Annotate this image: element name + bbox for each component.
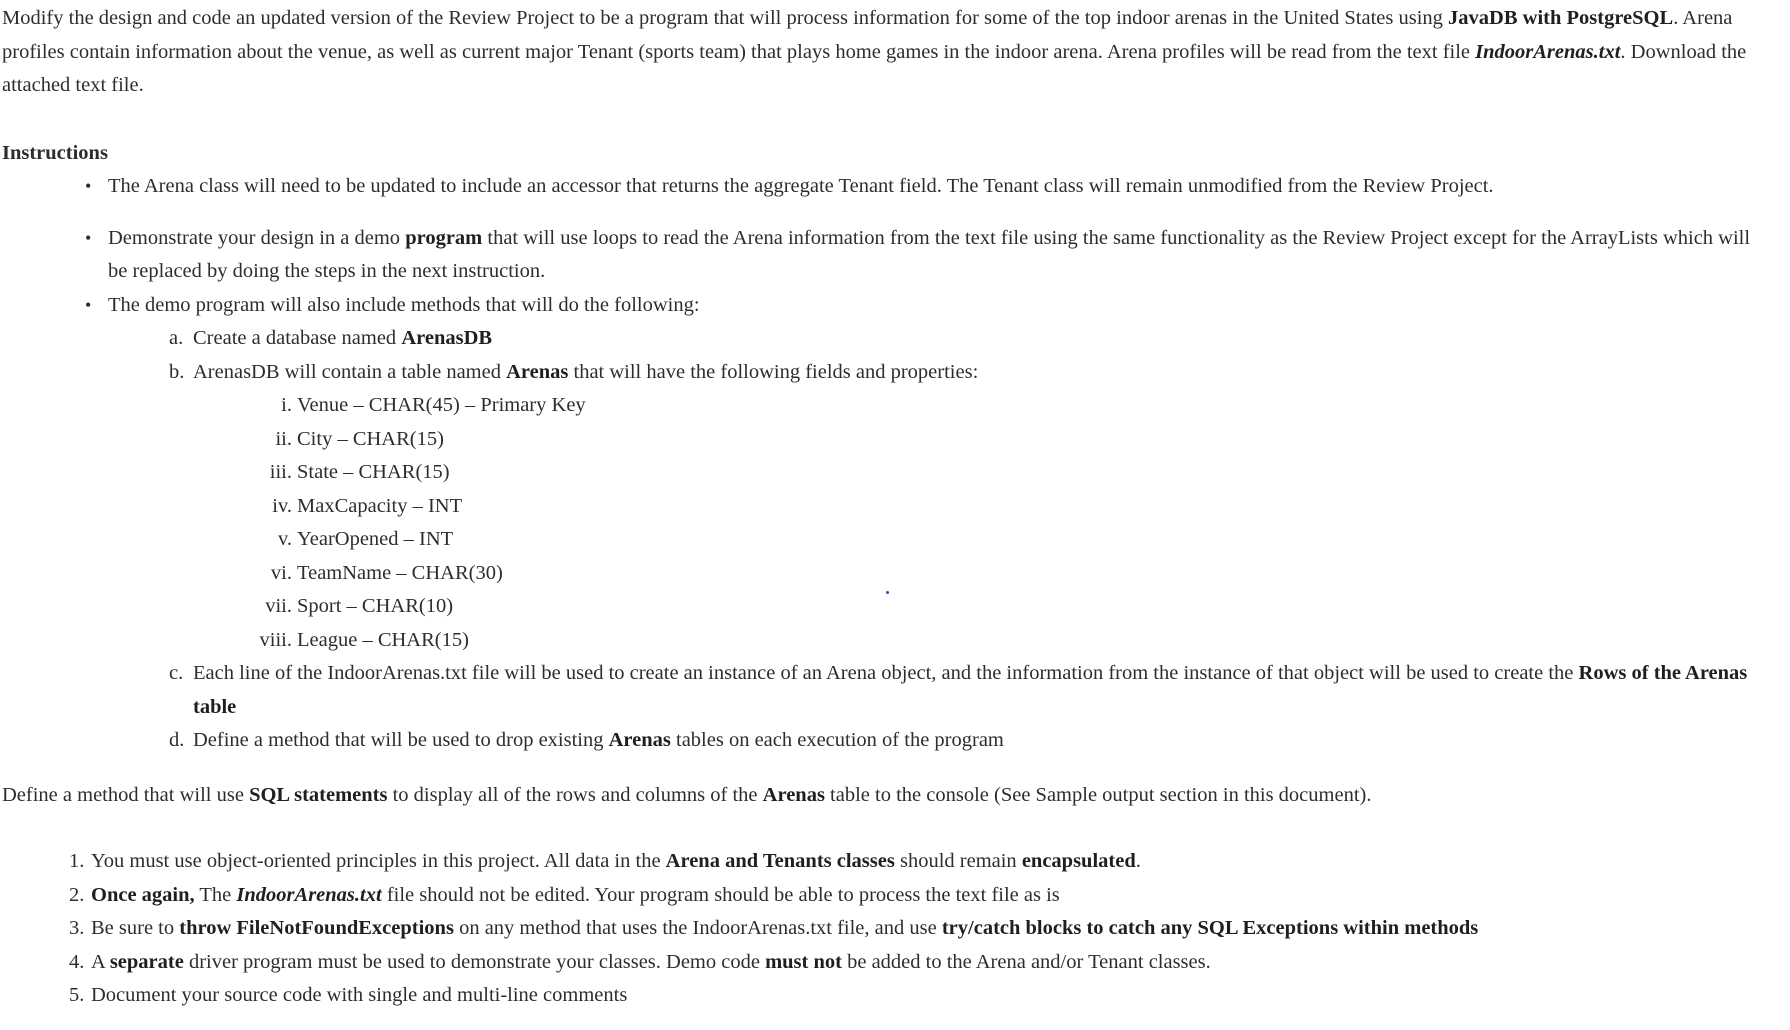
requirement-text: driver program must be used to demonstrate your classes. Demo code <box>183 950 766 973</box>
requirement-text: file should not be edited. Your program should be able to process the text file as is <box>381 883 1060 906</box>
requirement-bold: try/catch blocks to catch any SQL Exceptions within methods <box>941 917 1479 939</box>
step-marker: d. <box>169 729 185 751</box>
step-text: tables on each execution of the program <box>670 729 1004 751</box>
requirement-bold: separate <box>109 950 184 973</box>
step-text: Each line of the IndoorArenas.txt file will be used to create an instance of an Arena object, and the information from the instance of that object will be used to create the <box>193 662 1579 684</box>
field-text: TeamName – CHAR(30) <box>297 561 503 584</box>
stray-dot <box>886 591 889 594</box>
bullet-item <box>85 170 1768 204</box>
requirement-item-5 <box>69 979 1790 1013</box>
step-marker: a. <box>169 327 184 349</box>
intro-filename: IndoorArenas.txt <box>1475 40 1621 63</box>
field-text: Venue – CHAR(45) – Primary Key <box>297 394 586 416</box>
field-marker: viii. <box>259 628 292 651</box>
requirement-text: on any method that uses the IndoorArenas.txt file, and use <box>453 917 942 939</box>
field-marker: ii. <box>275 427 292 450</box>
requirement-marker: 3. <box>69 917 85 939</box>
table-field-item <box>193 523 1773 557</box>
field-text: City – CHAR(15) <box>297 427 444 450</box>
intro-text: . Arena profiles contain information about the venue, as well as current major Tenant (sports team) that plays home games in the indoor arena. Arena profiles will be read from the text file <box>2 7 1733 63</box>
step-bold: Arenas <box>506 360 569 383</box>
field-text: MaxCapacity – INT <box>297 494 463 517</box>
requirement-text: . <box>1135 850 1141 872</box>
bullet-bold: program <box>405 226 483 249</box>
table-field-item <box>193 624 1773 658</box>
table-field-item <box>193 389 1773 423</box>
table-field-item <box>193 456 1773 490</box>
requirement-marker: 4. <box>69 950 85 973</box>
intro-paragraph <box>2 2 1762 103</box>
define-text: to display all of the rows and columns of the <box>387 783 763 806</box>
bullet-item <box>85 289 1768 758</box>
requirements-list <box>2 845 1790 1013</box>
requirement-bold: Arena and Tenants classes <box>665 850 895 872</box>
bullet-text: that will use loops to read the Arena information from the text file using the same functionality as the Review Project except for the ArrayLists which will be replaced by doing the steps in the next instruction. <box>108 226 1751 282</box>
step-text: that will have the following fields and properties: <box>568 360 979 383</box>
field-marker: vi. <box>270 561 292 584</box>
intro-text: . Download the attached text file. <box>2 40 1747 96</box>
bullet-item <box>85 222 1768 289</box>
field-marker: iii. <box>269 461 292 483</box>
table-field-item <box>193 590 1773 624</box>
requirement-item-2 <box>69 879 1790 913</box>
method-steps-list <box>108 322 1768 758</box>
step-item-a <box>169 322 1773 356</box>
requirement-bold: Once again, <box>91 883 195 906</box>
bullet-text: The demo program will also include methods that will do the following: <box>108 293 700 316</box>
step-item-b <box>169 356 1773 658</box>
table-field-item <box>193 423 1773 457</box>
step-text: Create a database named <box>193 327 402 349</box>
field-text: League – CHAR(15) <box>297 628 469 651</box>
requirement-text: should remain <box>894 850 1022 872</box>
field-marker: i. <box>281 394 292 416</box>
step-item-c <box>169 657 1773 724</box>
step-bold: Arenas <box>608 729 671 751</box>
step-text: Define a method that will be used to drop existing <box>193 729 609 751</box>
field-marker: iv. <box>272 494 292 517</box>
requirement-bold: encapsulated <box>1021 850 1136 872</box>
field-marker: vii. <box>265 595 292 617</box>
bullet-marker: • <box>85 294 92 315</box>
define-text: table to the console (See Sample output section in this document). <box>824 783 1372 806</box>
requirement-text: Document your source code with single and multi-line comments <box>91 984 628 1006</box>
intro-bold-javadb: JavaDB with PostgreSQL <box>1448 7 1674 29</box>
bullet-text: Demonstrate your design in a demo <box>108 226 406 249</box>
requirement-text: The <box>194 883 237 906</box>
requirement-item-4 <box>69 946 1790 980</box>
requirement-text: A <box>91 950 110 973</box>
field-text: State – CHAR(15) <box>297 461 450 483</box>
requirement-marker: 1. <box>69 850 85 872</box>
step-bold: Rows of the Arenas table <box>193 662 1748 718</box>
instructions-bullet-list <box>2 170 1790 758</box>
requirement-bold: throw FileNotFoundExceptions <box>179 917 454 939</box>
step-marker: b. <box>169 360 185 383</box>
requirement-text: be added to the Arena and/or Tenant classes. <box>841 950 1211 973</box>
step-text: ArenasDB will contain a table named <box>193 360 507 383</box>
define-method-paragraph <box>2 779 1790 813</box>
step-bold: ArenasDB <box>401 327 493 349</box>
define-text: Define a method that will use <box>2 783 250 806</box>
bullet-text: The Arena class will need to be updated to include an accessor that returns the aggregate Tenant field. The Tenant class will remain unmodified from the Review Project. <box>108 175 1494 197</box>
table-field-item <box>193 490 1773 524</box>
define-bold: Arenas <box>762 783 825 806</box>
step-item-d <box>169 724 1773 758</box>
bullet-marker: • <box>85 227 92 248</box>
requirement-marker: 2. <box>69 883 85 906</box>
bullet-marker: • <box>85 176 92 196</box>
requirement-text: Be sure to <box>91 917 180 939</box>
requirement-item-3 <box>69 912 1790 946</box>
requirement-item-1 <box>69 845 1790 879</box>
field-text: YearOpened – INT <box>297 528 454 550</box>
requirement-text: You must use object-oriented principles in this project. All data in the <box>91 850 666 872</box>
requirement-marker: 5. <box>69 984 85 1006</box>
instructions-heading: Instructions <box>2 141 108 164</box>
field-text: Sport – CHAR(10) <box>297 595 454 617</box>
requirement-filename: IndoorArenas.txt <box>236 883 382 906</box>
field-marker: v. <box>277 528 292 550</box>
step-marker: c. <box>169 662 184 684</box>
intro-text: Modify the design and code an updated version of the Review Project to be a program that will process information for some of the top indoor arenas in the United States using <box>2 7 1449 29</box>
define-bold: SQL statements <box>249 783 388 806</box>
requirement-bold: must not <box>765 950 842 973</box>
table-field-item <box>193 557 1773 591</box>
table-fields-list <box>193 389 1773 657</box>
